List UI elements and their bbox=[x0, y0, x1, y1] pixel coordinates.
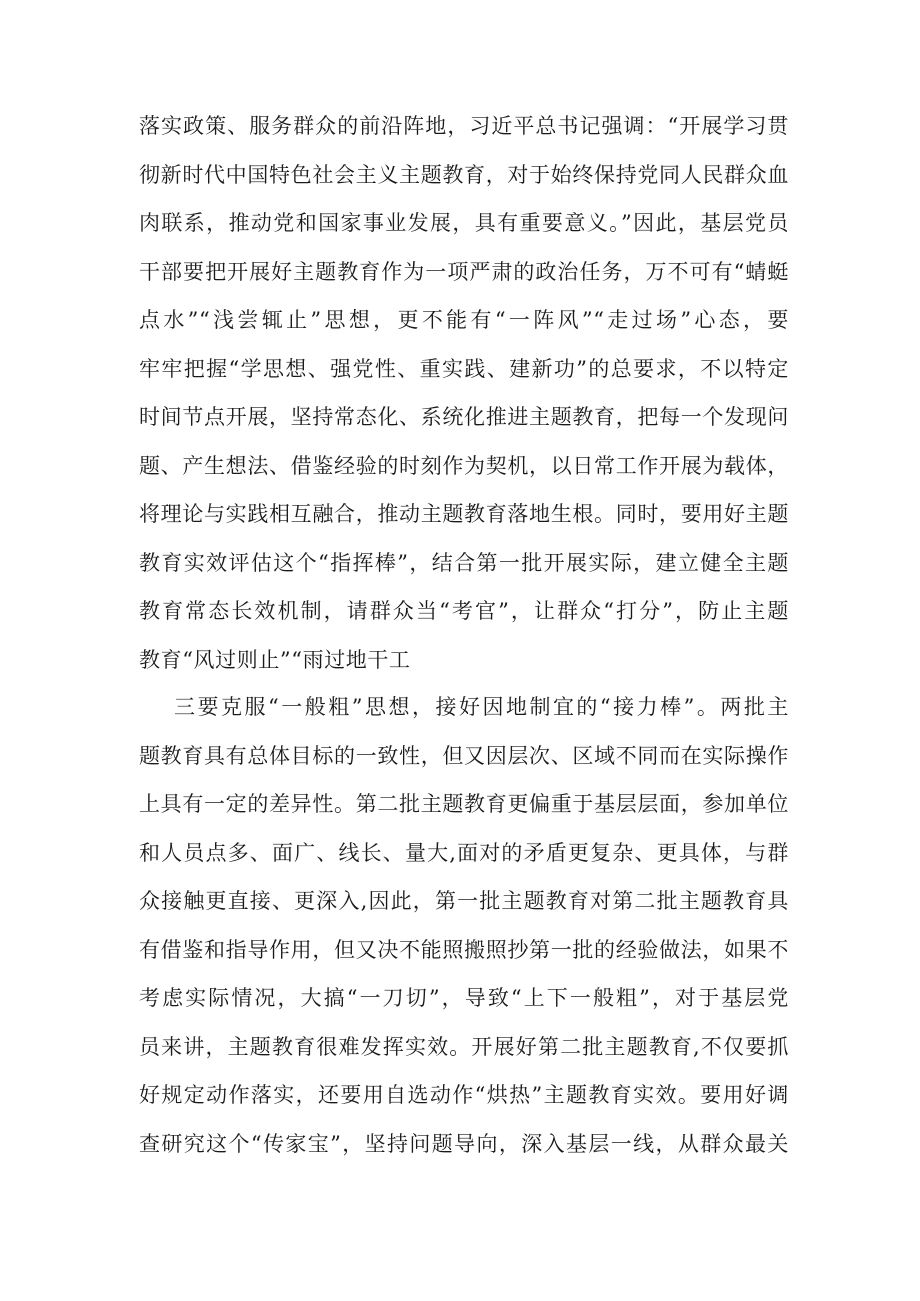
paragraph-line: 时间节点开展，坚持常态化、系统化推进主题教育，把每一个发现问 bbox=[139, 405, 789, 429]
paragraph-line: 点水”“浅尝辄止”思想，更不能有“一阵风”“走过场”心态，要 bbox=[139, 308, 789, 332]
paragraph-line: 三要克服“一般粗”思想，接好因地制宜的“接力棒”。两批主 bbox=[174, 695, 789, 719]
paragraph-line: 落实政策、服务群众的前沿阵地，习近平总书记强调：“开展学习贯 bbox=[139, 114, 789, 138]
paragraph-line: 题教育具有总体目标的一致性，但又因层次、区域不同而在实际操作 bbox=[139, 743, 789, 768]
paragraph-line: 彻新时代中国特色社会主义主题教育，对于始终保持党同人民群众血 bbox=[139, 162, 789, 187]
paragraph-line: 牢牢把握“学思想、强党性、重实践、建新功”的总要求，不以特定 bbox=[139, 356, 789, 381]
paragraph-line: 员来讲，主题教育很难发挥实效。开展好第二批主题教育,不仅要抓 bbox=[139, 1034, 789, 1059]
paragraph-line: 干部要把开展好主题教育作为一项严肃的政治任务，万不可有“蜻蜓 bbox=[139, 259, 789, 284]
paragraph-line: 教育常态长效机制，请群众当“考官”，让群众“打分”，防止主题 bbox=[139, 599, 789, 623]
paragraph-1 bbox=[139, 102, 789, 684]
paragraph-line: 好规定动作落实，还要用自选动作“烘热”主题教育实效。要用好调 bbox=[139, 1083, 789, 1107]
paragraph-line: 将理论与实践相互融合，推动主题教育落地生根。同时，要用好主题 bbox=[139, 502, 789, 526]
paragraph-line: 查研究这个“传家宝”，坚持问题导向，深入基层一线，从群众最关 bbox=[139, 1131, 789, 1156]
paragraph-line: 众接触更直接、更深入,因此，第一批主题教育对第二批主题教育具 bbox=[139, 889, 789, 913]
paragraph-line: 考虑实际情况，大搞“一刀切”，导致“上下一般粗”，对于基层党 bbox=[139, 986, 789, 1010]
paragraph-line: 上具有一定的差异性。第二批主题教育更偏重于基层层面，参加单位 bbox=[139, 792, 789, 816]
paragraph-line: 教育实效评估这个“指挥棒”，结合第一批开展实际，建立健全主题 bbox=[139, 550, 789, 575]
paragraph-line: 肉联系，推动党和国家事业发展，具有重要意义。”因此，基层党员 bbox=[139, 211, 789, 235]
paragraph-2 bbox=[139, 683, 789, 1168]
paragraph-line: 题、产生想法、借鉴经验的时刻作为契机，以日常工作开展为载体， bbox=[139, 453, 789, 478]
paragraph-line: 教育“风过则止”“雨过地干工 bbox=[139, 647, 411, 672]
paragraph-line: 有借鉴和指导作用，但又决不能照搬照抄第一批的经验做法，如果不 bbox=[139, 937, 789, 962]
paragraph-line: 和人员点多、面广、线长、量大,面对的矛盾更复杂、更具体，与群 bbox=[139, 840, 789, 865]
